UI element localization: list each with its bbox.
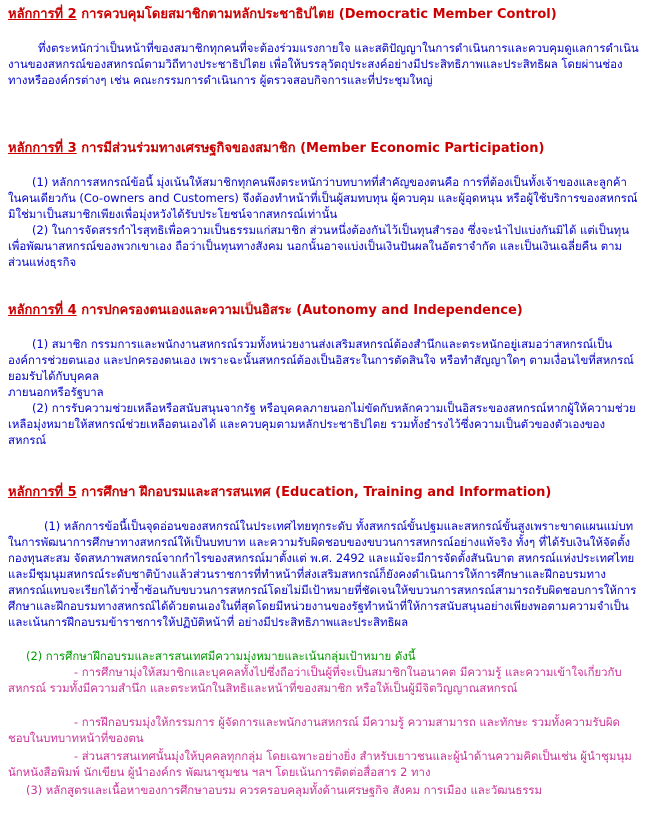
principle-4-heading bbox=[8, 302, 648, 320]
principle-3-title: การมีส่วนร่วมทางเศรษฐกิจของสมาชิก (Member Economic Participation) bbox=[76, 141, 545, 156]
principle-5-paragraph-3: (3) หลักสูตรและเนื้อหาของการศึกษาอบรม ควรครอบคลุมทั้งด้านเศรษฐกิจ สังคม การเมือง และวัฒนธรรม bbox=[26, 783, 543, 797]
principle-5-paragraph-1: (1) หลักการข้อนี้เป็นจุดอ่อนของสหกรณ์ในประเทศไทยทุกระดับ ทั้งสหกรณ์ขั้นปฐมและสหกรณ์ขั้นสูงเพราะขาดแผนแม่บทในการพัฒนาการศึกษาทางสหกรณ์ให้เป็นบทบาท และความรับผิดชอบของขบวนการสหกรณ์อย่างแท้จริง ทั้งๆ ที่ได้รับเงินให้จัดตั้งกองทุนสะสม จัดสหภาพสหกรณ์จากกำไรของสหกรณ์มาตั้งแต่ พ.ศ. 2492 และแม้จะมีการจัดตั้งสันนิบาต สหกรณ์แห่งประเทศไทยและมีชุมนุมสหกรณ์ระดับชาติบ้างแล้วส่วนราชการที่ทำหน้าที่ส่งเสริมสหกรณ์ก็ยังคงดำเนินการให้การศึกษาและฝึกอบรมทางสหกรณ์แทบจะเรียกได้ว่าซ้ำซ้อนกับขบวนการสหกรณ์โดยไม่มีเป้าหมายที่ชัดเจนให้ขบวนการสหกรณ์สามารถรับผิดชอบการให้การศึกษาและฝึกอบรมทางสหกรณ์ได้ด้วยตนเองในที่สุดโดยมีหน่วยงานของรัฐทำหน้าที่ให้การสนับสนุนอย่างเพียงพอตามความจำเป็นและเน้นการฝึกอบรมข้าราชการให้ปฏิบัติหน้าที่ อย่างมีประสิทธิภาพและประสิทธิผล bbox=[8, 519, 637, 629]
principle-2-title: การควบคุมโดยสมาชิกตามหลักประชาธิปไตย (Democratic Member Control) bbox=[76, 7, 557, 22]
principle-4-paragraph-2: (2) การรับความช่วยเหลือหรือสนับสนุนจากรัฐ หรือบุคคลภายนอกไม่ขัดกับหลักความเป็นอิสระของสหกรณ์หากผู้ให้ความช่วยเหลือมุ่งหมายให้สหกรณ์ช่วยเหลือตนเองได้ และควบคุมตามหลักประชาธิปไตย รวมทั้งธำรงไว้ซึ่งความเป็นตัวของตัวเองของสหกรณ์ bbox=[8, 401, 636, 447]
principle-4-number: หลักการที่ 4 bbox=[8, 303, 77, 318]
principle-2-heading bbox=[8, 6, 648, 24]
principle-3-heading bbox=[8, 140, 648, 158]
principle-4-paragraph-1: (1) สมาชิก กรรมการและพนักงานสหกรณ์รวมทั้งหน่วยงานส่งเสริมสหกรณ์ต้องสำนึกและตระหนักอยู่เสมอว่าสหกรณ์เป็นองค์การช่วยตนเอง และปกครองตนเอง เพราะฉะนั้นสหกรณ์ต้องเป็นอิสระในการตัดสินใจ หรือทำสัญญาใดๆ ตามเงื่อนไขที่สหกรณ์ยอมรับได้กับบุคคล bbox=[8, 337, 634, 383]
principle-5-title: การศึกษา ฝึกอบรมและสารสนเทศ (Education, Training and Information) bbox=[76, 485, 552, 500]
principle-5-heading bbox=[8, 484, 648, 502]
principle-5-bullet-training: - การฝึกอบรมมุ่งให้กรรมการ ผู้จัดการและพนักงานสหกรณ์ มีความรู้ ความสามารถ และทักษะ รวมทั้งความรับผิดชอบในบทบาทหน้าที่ของตน bbox=[8, 715, 620, 745]
principle-2-number: หลักการที่ 2 bbox=[8, 7, 77, 22]
principle-3-number: หลักการที่ 3 bbox=[8, 141, 77, 156]
principle-5-bullet-education: - การศึกษามุ่งให้สมาชิกและบุคคลทั้งไปซึ่งถือว่าเป็นผู้ที่จะเป็นสมาชิกในอนาคต มีความรู้ และความเข้าใจเกี่ยวกับสหกรณ์ รวมทั้งมีความสำนึก และตระหนักในสิทธิและหน้าที่ของสมาชิก หรือให้เป็นผู้มีจิตวิญญาณสหกรณ์ bbox=[8, 665, 622, 695]
principle-5-paragraph-2: (2) การศึกษาฝึกอบรมและสารสนเทศมีความมุ่งหมายและเน้นกลุ่มเป้าหมาย ดังนี้ bbox=[26, 649, 416, 663]
principle-3-paragraph-1: (1) หลักการสหกรณ์ข้อนี้ มุ่งเน้นให้สมาชิกทุกคนพึงตระหนักว่าบทบาทที่สำคัญของตนคือ การที่ต้องเป็นทั้งเจ้าของและลูกค้าในคนเดียวกัน (Co-owners and Customers) จึงต้องทำหน้าที่เป็นผู้สมทบทุน ผู้ควบคุม และผู้อุดหนุน หรือผู้ใช้บริการของสหกรณ์ มิใช่มาเป็นสมาชิกเพียงเพื่อมุ่งหวังได้รับประโยชน์จากสหกรณ์เท่านั้น bbox=[8, 175, 638, 221]
principle-5-number: หลักการที่ 5 bbox=[8, 485, 77, 500]
principle-4-title: การปกครองตนเองและความเป็นอิสระ (Autonomy and Independence) bbox=[76, 303, 523, 318]
principle-2-paragraph: ทึ่งตระหนักว่าเป็นหน้าที่ของสมาชิกทุกคนที่จะต้องร่วมแรงกายใจ และสติปัญญาในการดำเนินการและควบคุมดูแลการดำเนินงานของสหกรณ์ของสหกรณ์ตามวิถีทางประชาธิปไตย เพื่อให้บรรลุวัตถุประสงค์อย่างมีประสิทธิภาพและประสิทธิผล โดยผ่านช่องทางหรือองค์กรต่างๆ เช่น คณะกรรมการดำเนินการ ผู้ตรวจสอบกิจการและที่ประชุมใหญ่ bbox=[8, 41, 639, 87]
principle-4-paragraph-1-cont: ภายนอกหรือรัฐบาล bbox=[8, 385, 104, 399]
principle-3-paragraph-2: (2) ในการจัดสรรกำไรสุทธิเพื่อความเป็นธรรมแก่สมาชิก ส่วนหนึ่งต้องกันไว้เป็นทุนสำรอง ซึ่งจะนำไปแบ่งกันมิได้ แต่เป็นทุนเพื่อพัฒนาสหกรณ์ของพวกเขาเอง ถือว่าเป็นทุนทางสังคม นอกนั้นอาจแบ่งเป็นเงินปันผลในอัตราจำกัด และเป็นเงินเฉลี่ยคืน ตามส่วนแห่งธุรกิจ bbox=[8, 223, 629, 269]
principle-5-bullet-information: - ส่วนสารสนเทศนั้นมุ่งให้บุคคลทุกกลุ่ม โดยเฉพาะอย่างยิ่ง สำหรับเยาวชนและผู้นำด้านความคิดเป็นเช่น ผู้นำชุมนุม นักหนังสือพิมพ์ นักเขียน ผู้นำองค์กร พัฒนาชุมชน ฯลฯ โดยเน้นการติดต่อสื่อสาร 2 ทาง bbox=[8, 749, 632, 779]
